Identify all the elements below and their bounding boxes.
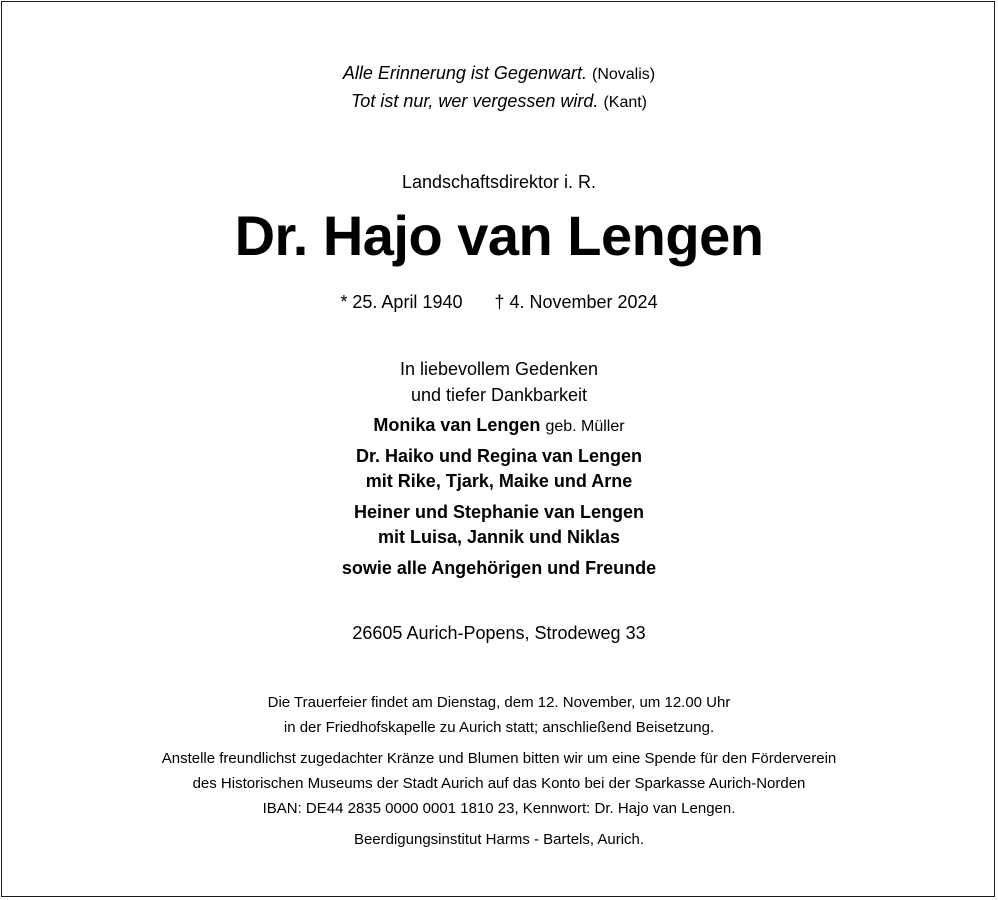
quote-text: Alle Erinnerung ist Gegenwart. bbox=[342, 63, 587, 83]
quote-line-2 bbox=[0, 91, 998, 112]
notice-line: Die Trauerfeier findet am Dienstag, dem 12. November, um 12.00 Uhr bbox=[267, 694, 731, 711]
deceased-name: Dr. Hajo van Lengen bbox=[234, 204, 764, 267]
notice-line: des Historischen Museums der Stadt Aurich auf das Konto bei der Sparkasse Aurich-Norden bbox=[192, 775, 806, 792]
spouse-name: Monika van Lengen bbox=[373, 415, 541, 435]
funeral-home: Beerdigungsinstitut Harms - Bartels, Aurich. bbox=[353, 831, 645, 848]
death-date: † 4. November 2024 bbox=[494, 292, 658, 312]
remembrance-line-1: In liebevollem Gedenken bbox=[399, 359, 599, 379]
quote-text: Tot ist nur, wer vergessen wird. bbox=[350, 91, 599, 111]
birth-date: * 25. April 1940 bbox=[340, 292, 463, 312]
notice-line: Anstelle freundlichst zugedachter Kränze und Blumen bitten wir um eine Spende für den Förderverein bbox=[161, 750, 837, 767]
quote-author: (Novalis) bbox=[592, 66, 656, 83]
family-line: mit Luisa, Jannik und Niklas bbox=[377, 527, 621, 547]
notice-line: IBAN: DE44 2835 0000 0001 1810 23, Kennwort: Dr. Hajo van Lengen. bbox=[262, 800, 736, 817]
address: 26605 Aurich-Popens, Strodeweg 33 bbox=[352, 623, 646, 643]
life-dates bbox=[0, 292, 998, 313]
notice-line: in der Friedhofskapelle zu Aurich statt; anschließend Beisetzung. bbox=[283, 719, 715, 736]
honorific-title: Landschaftsdirektor i. R. bbox=[401, 172, 597, 192]
family-line: mit Rike, Tjark, Maike und Arne bbox=[365, 471, 633, 491]
family-line: Heiner und Stephanie van Lengen bbox=[353, 502, 645, 522]
quote-author: (Kant) bbox=[603, 94, 648, 111]
spouse-line bbox=[0, 415, 998, 436]
quote-line-1 bbox=[0, 63, 998, 84]
remembrance-line-2: und tiefer Dankbarkeit bbox=[410, 385, 588, 405]
family-line: Dr. Haiko und Regina van Lengen bbox=[355, 446, 643, 466]
family-line: sowie alle Angehörigen und Freunde bbox=[341, 558, 657, 578]
spouse-maiden-name: geb. Müller bbox=[545, 418, 625, 435]
